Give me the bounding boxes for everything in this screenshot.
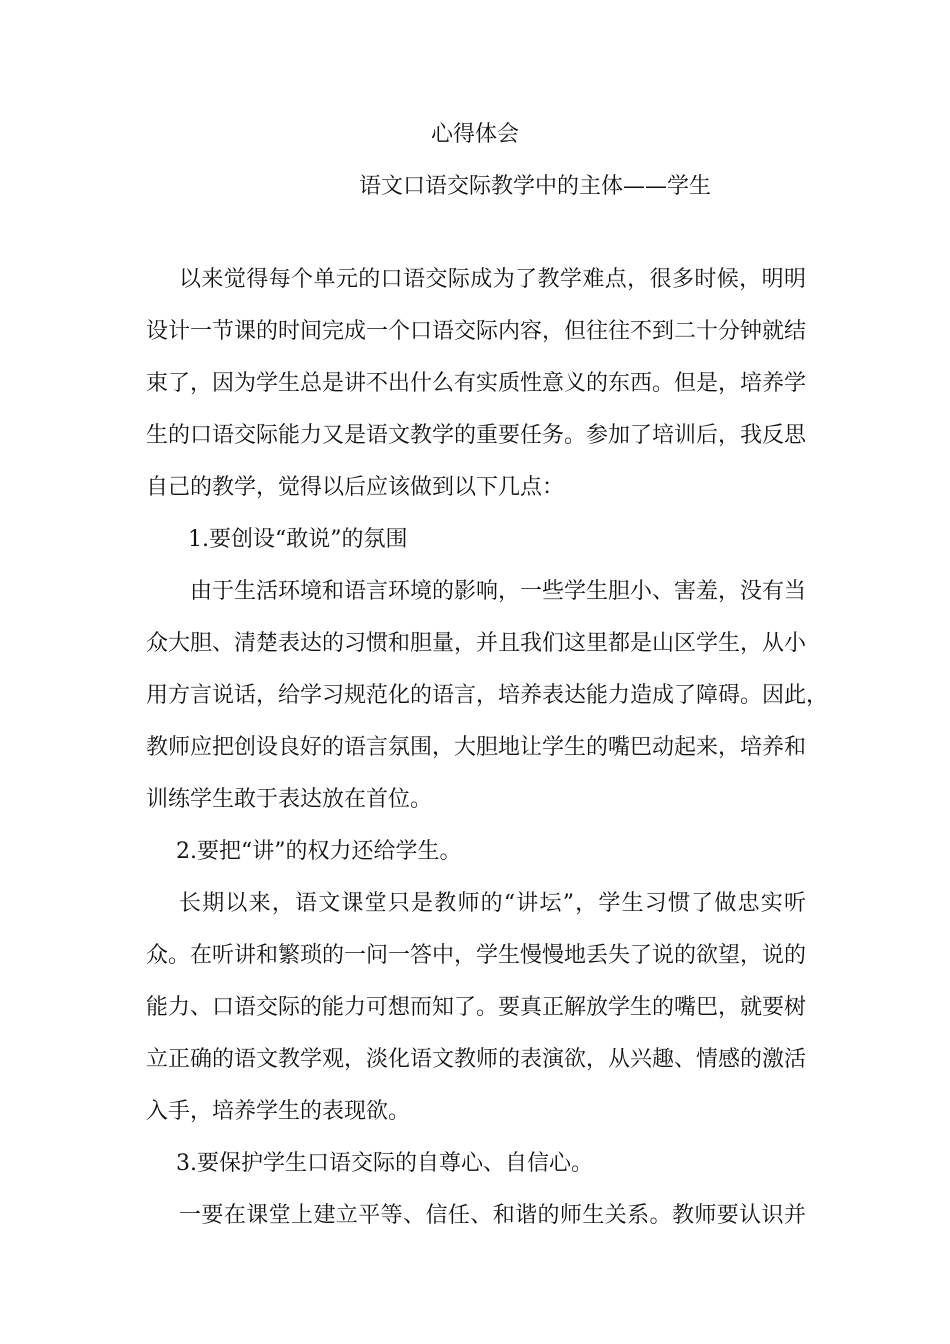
paragraph-line: 众。在听讲和繁琐的一问一答中，学生慢慢地丢失了说的欲望，说的: [146, 943, 807, 968]
paragraph-line: 由于生活环境和语言环境的影响，一些学生胆小、害羞，没有当: [190, 579, 807, 604]
paragraph-line: 能力、口语交际的能力可想而知了。要真正解放学生的嘴巴，就要树: [146, 995, 807, 1020]
paragraph-line: 自己的教学，觉得以后应该做到以下几点：: [146, 475, 565, 500]
paragraph-line: 入手，培养学生的表现欲。: [146, 1099, 411, 1124]
section-heading: 3.要保护学生口语交际的自尊心、自信心。: [176, 1151, 593, 1176]
document-body: [146, 265, 829, 1253]
document-subtitle: 语文口语交际教学中的主体——学生: [358, 174, 711, 199]
section-heading: 1.要创设“敢说”的氛围: [188, 527, 408, 552]
section-heading: 2.要把“讲”的权力还给学生。: [176, 839, 462, 864]
paragraph-line: 训练学生敢于表达放在首位。: [146, 787, 433, 812]
paragraph-line: 以来觉得每个单元的口语交际成为了教学难点，很多时候，明明: [179, 267, 806, 292]
document-title: 心得体会: [430, 122, 519, 147]
paragraph-line: 教师应把创设良好的语言氛围，大胆地让学生的嘴巴动起来，培养和: [146, 735, 807, 760]
paragraph-line: 束了，因为学生总是讲不出什么有实质性意义的东西。但是，培养学: [146, 371, 807, 396]
paragraph-line: 立正确的语文教学观，淡化语文教师的表演欲，从兴趣、情感的激活: [146, 1047, 807, 1072]
paragraph-line: 设计一节课的时间完成一个口语交际内容，但往往不到二十分钟就结: [146, 319, 807, 344]
paragraph-line: 长期以来，语文课堂只是教师的“讲坛”，学生习惯了做忠实听: [179, 891, 806, 916]
paragraph-line: 生的口语交际能力又是语文教学的重要任务。参加了培训后，我反思: [146, 423, 807, 448]
paragraph-line: 一要在课堂上建立平等、信任、和谐的师生关系。教师要认识并: [179, 1203, 806, 1228]
paragraph-line: 众大胆、清楚表达的习惯和胆量，并且我们这里都是山区学生，从小: [146, 631, 807, 656]
paragraph-line: 用方言说话，给学习规范化的语言，培养表达能力造成了障碍。因此，: [146, 683, 829, 708]
